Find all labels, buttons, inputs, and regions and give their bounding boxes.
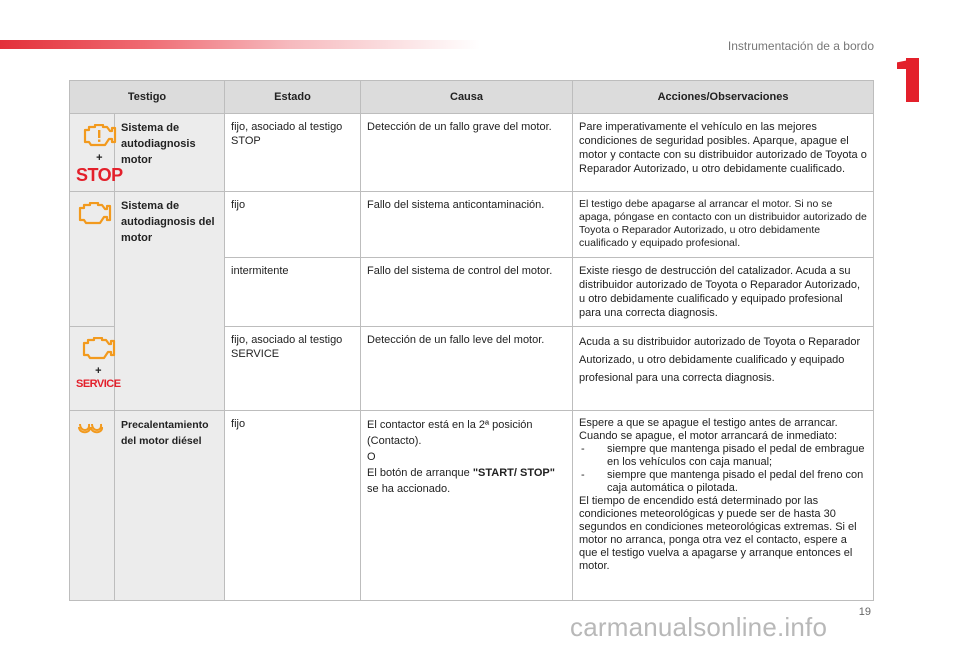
header-color-band [0,40,480,49]
estado-cell: intermitente [225,258,361,327]
acciones-cell: El testigo debe apagarse al arrancar el motor. Si no se apaga, póngase en contacto con un distribuidor autorizado de Toyota o Reparador Autorizado, u otro debidamente cualificado y equipado profesional. [573,192,874,258]
warning-lights-table [69,80,874,601]
table-header-row [70,81,874,114]
causa-cell: Fallo del sistema anticontaminación. [361,192,573,258]
warning-light-name: Sistema de autodiagnosis motor [115,114,225,192]
estado-cell: fijo, asociado al testigo STOP [225,114,361,192]
page-number: 19 [858,606,871,618]
causa-cell: Detección de un fallo leve del motor. [361,327,573,411]
table-row [70,411,874,601]
warning-light-cell [70,192,115,327]
warning-light-cell [70,411,115,601]
list-item: - siempre que mantenga pisado el pedal de embrague en los vehículos con caja manual; [579,443,867,469]
warning-light-cell [70,114,123,192]
acciones-list [579,443,867,495]
start-stop-label: "START/ STOP" [472,467,555,479]
plus-sign: + [96,152,103,164]
engine-check-icon [76,202,112,226]
causa-cell: Fallo del sistema de control del motor. [361,258,573,327]
acciones-cell [573,411,874,601]
causa-cell [361,411,573,601]
causa-line: O [367,451,376,463]
estado-cell: fijo [225,192,361,258]
causa-line: El contactor está en la 2ª posición (Contacto). [367,419,533,447]
stop-icon: STOP [76,165,123,185]
warning-light-cell [70,327,121,411]
column-header-estado: Estado [225,81,361,114]
warning-light-name: Precalentamiento del motor diésel [115,411,225,601]
column-header-acciones: Acciones/Observaciones [573,81,874,114]
chapter-title: Instrumentación de a bordo [727,39,874,53]
plus-sign: + [95,365,102,377]
engine-check-icon [80,337,116,361]
causa-line: se ha accionado. [367,483,451,495]
list-item: - siempre que mantenga pisado el pedal del freno con caja automática o pilotada. [579,469,867,495]
acciones-intro: Espere a que se apague el testigo antes de arrancar. Cuando se apague, el motor arrancará de inmediato: [579,417,838,442]
warning-light-name: Sistema de autodiagnosis del motor [115,192,225,411]
acciones-cell: Existe riesgo de destrucción del catalizador. Acuda a su distribuidor autorizado de Toyota o Reparador Autorizado, u otro debidamente cualificado y equipado profesional para una correcta diagnosis. [573,258,874,327]
causa-cell: Detección de un fallo grave del motor. [361,114,573,192]
acciones-outro: El tiempo de encendido está determinado por las condiciones meteorológicas y puede ser de hasta 30 segundos en condiciones meteorológicas extremas. Si el motor no arranca, ponga otra vez el contacto, espere a que el testigo vuelva a apagarse y arranque entonces el motor. [579,495,857,572]
glow-plug-icon [77,421,107,437]
engine-warning-icon [81,124,117,148]
estado-cell: fijo [225,411,361,601]
column-header-causa: Causa [361,81,573,114]
estado-cell: fijo, asociado al testigo SERVICE [225,327,361,411]
chapter-number [897,58,919,102]
acciones-cell: Acuda a su distribuidor autorizado de Toyota o Reparador Autorizado, u otro debidamente cualificado y equipado profesional para una correcta diagnosis. [573,327,874,411]
column-header-testigo: Testigo [70,81,225,114]
table-row [70,192,874,258]
service-icon: SERVICE [76,378,121,390]
table-row [70,114,874,192]
watermark: carmanualsonline.info [570,612,828,642]
causa-line: El botón de arranque [367,467,470,479]
acciones-cell: Pare imperativamente el vehículo en las mejores condiciones de seguridad posibles. Aparque, apague el motor y contacte con su distribuidor autorizado de Toyota o Reparador Autorizado, u otro debidamente cualificado. [573,114,874,192]
